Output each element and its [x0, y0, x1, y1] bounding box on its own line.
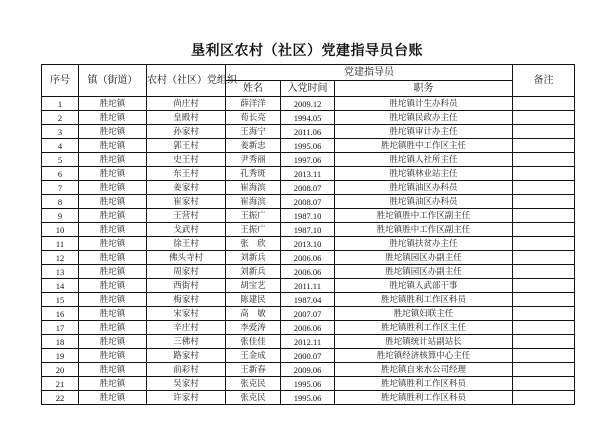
cell-position: 胜坨镇胜利工作区科员: [335, 377, 513, 391]
cell-seq: 11: [42, 237, 79, 251]
cell-join-date: 2006.06: [281, 265, 335, 279]
cell-seq: 22: [42, 391, 79, 405]
cell-position: 胜坨镇园区办副主任: [335, 251, 513, 265]
cell-village: 史王村: [147, 153, 226, 167]
cell-name: 崔海滨: [226, 195, 281, 209]
cell-remarks: [513, 279, 575, 293]
cell-town: 胜坨镇: [79, 335, 147, 349]
cell-remarks: [513, 307, 575, 321]
table-row: [42, 307, 575, 321]
cell-join-date: 1987.04: [281, 293, 335, 307]
cell-position: 胜坨镇胜利工作区科员: [335, 293, 513, 307]
cell-position: 胜坨镇统计站副站长: [335, 335, 513, 349]
cell-town: 胜坨镇: [79, 209, 147, 223]
table-row: [42, 251, 575, 265]
cell-town: 胜坨镇: [79, 167, 147, 181]
table-row: [42, 195, 575, 209]
cell-position: 胜坨镇扶贫办主任: [335, 237, 513, 251]
cell-position: 胜坨镇人社所主任: [335, 153, 513, 167]
cell-position: 胜坨镇胜中工作区副主任: [335, 209, 513, 223]
cell-name: 李爱涛: [226, 321, 281, 335]
cell-position: 胜坨镇民政办主任: [335, 111, 513, 125]
table-row: [42, 391, 575, 405]
table-row: [42, 321, 575, 335]
cell-remarks: [513, 293, 575, 307]
cell-town: 胜坨镇: [79, 111, 147, 125]
cell-town: 胜坨镇: [79, 251, 147, 265]
cell-town: 胜坨镇: [79, 265, 147, 279]
cell-seq: 12: [42, 251, 79, 265]
cell-remarks: [513, 181, 575, 195]
cell-village: 姜家村: [147, 181, 226, 195]
cell-name: 薛洋洋: [226, 97, 281, 111]
table-row: [42, 349, 575, 363]
cell-name: 王金成: [226, 349, 281, 363]
cell-village: 崔家村: [147, 195, 226, 209]
cell-village: 许家村: [147, 391, 226, 405]
cell-position: 胜坨镇油区办科员: [335, 181, 513, 195]
cell-seq: 20: [42, 363, 79, 377]
header-remarks: 备注: [513, 65, 575, 97]
table-row: [42, 209, 575, 223]
cell-name: 崔海滨: [226, 181, 281, 195]
cell-join-date: 1997.06: [281, 153, 335, 167]
cell-town: 胜坨镇: [79, 181, 147, 195]
cell-town: 胜坨镇: [79, 307, 147, 321]
cell-remarks: [513, 391, 575, 405]
cell-town: 胜坨镇: [79, 153, 147, 167]
cell-village: 前彩村: [147, 363, 226, 377]
cell-position: 胜坨镇胜中工作区副主任: [335, 223, 513, 237]
cell-seq: 8: [42, 195, 79, 209]
cell-name: 尹秀丽: [226, 153, 281, 167]
table-row: [42, 97, 575, 111]
cell-seq: 5: [42, 153, 79, 167]
cell-join-date: 1995.06: [281, 377, 335, 391]
cell-remarks: [513, 321, 575, 335]
cell-name: 王新春: [226, 363, 281, 377]
cell-remarks: [513, 265, 575, 279]
cell-town: 胜坨镇: [79, 321, 147, 335]
cell-join-date: 2013.11: [281, 167, 335, 181]
table-row: [42, 223, 575, 237]
cell-join-date: 2006.06: [281, 251, 335, 265]
cell-town: 胜坨镇: [79, 139, 147, 153]
table-row: [42, 167, 575, 181]
cell-position: 胜坨镇胜中工作区主任: [335, 139, 513, 153]
table-row: [42, 181, 575, 195]
cell-seq: 14: [42, 279, 79, 293]
cell-town: 胜坨镇: [79, 279, 147, 293]
cell-remarks: [513, 97, 575, 111]
table-row: [42, 363, 575, 377]
table-row: [42, 125, 575, 139]
cell-join-date: 2009.06: [281, 363, 335, 377]
table-row: [42, 237, 575, 251]
cell-seq: 16: [42, 307, 79, 321]
cell-join-date: 1987.10: [281, 223, 335, 237]
cell-remarks: [513, 223, 575, 237]
cell-join-date: 2011.11: [281, 279, 335, 293]
cell-seq: 10: [42, 223, 79, 237]
table-row: [42, 265, 575, 279]
table-row: [42, 139, 575, 153]
cell-remarks: [513, 349, 575, 363]
header-join-date: 入党时间: [281, 81, 335, 97]
table-row: [42, 111, 575, 125]
instructor-ledger-table: [41, 64, 575, 405]
cell-town: 胜坨镇: [79, 377, 147, 391]
cell-village: 周家村: [147, 265, 226, 279]
cell-seq: 4: [42, 139, 79, 153]
cell-name: 张佳佳: [226, 335, 281, 349]
cell-position: 胜坨镇计生办科员: [335, 97, 513, 111]
cell-town: 胜坨镇: [79, 195, 147, 209]
cell-name: 姜新忠: [226, 139, 281, 153]
cell-remarks: [513, 167, 575, 181]
header-town: 镇（街道）: [79, 65, 147, 97]
cell-name: 高 敏: [226, 307, 281, 321]
cell-village: 戈武村: [147, 223, 226, 237]
cell-seq: 19: [42, 349, 79, 363]
cell-name: 孔秀斑: [226, 167, 281, 181]
table-row: [42, 335, 575, 349]
cell-position: 胜坨镇油区办科员: [335, 195, 513, 209]
cell-join-date: 2011.06: [281, 125, 335, 139]
cell-seq: 2: [42, 111, 79, 125]
table-row: [42, 153, 575, 167]
cell-remarks: [513, 111, 575, 125]
cell-join-date: 1987.10: [281, 209, 335, 223]
cell-position: 胜坨镇林业站主任: [335, 167, 513, 181]
cell-name: 刘新兵: [226, 251, 281, 265]
table-row: [42, 279, 575, 293]
cell-remarks: [513, 377, 575, 391]
cell-position: 胜坨镇审计办主任: [335, 125, 513, 139]
cell-join-date: 2007.07: [281, 307, 335, 321]
cell-seq: 21: [42, 377, 79, 391]
cell-town: 胜坨镇: [79, 237, 147, 251]
cell-position: 胜坨镇胜利工作区主任: [335, 321, 513, 335]
cell-join-date: 2009.12: [281, 97, 335, 111]
cell-name: 荀长亮: [226, 111, 281, 125]
cell-village: 孙家村: [147, 125, 226, 139]
header-position: 职务: [335, 81, 513, 97]
table-row: [42, 377, 575, 391]
cell-name: 王振广: [226, 223, 281, 237]
cell-town: 胜坨镇: [79, 349, 147, 363]
cell-remarks: [513, 125, 575, 139]
cell-join-date: 1994.05: [281, 111, 335, 125]
cell-name: 张 欣: [226, 237, 281, 251]
cell-village: 梅家村: [147, 293, 226, 307]
cell-village: 宋家村: [147, 307, 226, 321]
cell-remarks: [513, 237, 575, 251]
cell-join-date: 2008.07: [281, 181, 335, 195]
cell-position: 胜坨镇妇联主任: [335, 307, 513, 321]
cell-join-date: 1995.06: [281, 391, 335, 405]
header-name: 姓名: [226, 81, 281, 97]
cell-village: 王营村: [147, 209, 226, 223]
cell-join-date: 2013.10: [281, 237, 335, 251]
cell-town: 胜坨镇: [79, 293, 147, 307]
cell-village: 尚庄村: [147, 97, 226, 111]
cell-village: 西街村: [147, 279, 226, 293]
cell-village: 郭王村: [147, 139, 226, 153]
cell-seq: 6: [42, 167, 79, 181]
ledger-body: [42, 97, 575, 405]
cell-join-date: 2008.07: [281, 195, 335, 209]
cell-remarks: [513, 139, 575, 153]
cell-join-date: 1995.06: [281, 139, 335, 153]
cell-village: 吴家村: [147, 377, 226, 391]
cell-remarks: [513, 363, 575, 377]
cell-position: 胜坨镇经济核算中心主任: [335, 349, 513, 363]
header-seq: 序号: [42, 65, 79, 97]
cell-town: 胜坨镇: [79, 223, 147, 237]
cell-remarks: [513, 209, 575, 223]
cell-town: 胜坨镇: [79, 391, 147, 405]
cell-position: 胜坨镇自来水公司经理: [335, 363, 513, 377]
header-row: [42, 65, 575, 81]
cell-join-date: 2006.06: [281, 321, 335, 335]
cell-remarks: [513, 335, 575, 349]
cell-village: 路家村: [147, 349, 226, 363]
cell-position: 胜坨镇园区办副主任: [335, 265, 513, 279]
cell-seq: 15: [42, 293, 79, 307]
cell-town: 胜坨镇: [79, 363, 147, 377]
cell-seq: 3: [42, 125, 79, 139]
cell-remarks: [513, 251, 575, 265]
cell-name: 陈建民: [226, 293, 281, 307]
cell-town: 胜坨镇: [79, 97, 147, 111]
cell-remarks: [513, 153, 575, 167]
cell-village: 佛头寺村: [147, 251, 226, 265]
cell-name: 张克民: [226, 377, 281, 391]
cell-seq: 17: [42, 321, 79, 335]
cell-village: 三佛村: [147, 335, 226, 349]
table-row: [42, 293, 575, 307]
cell-remarks: [513, 195, 575, 209]
cell-seq: 13: [42, 265, 79, 279]
page-title: 垦利区农村（社区）党建指导员台账: [191, 43, 423, 59]
cell-village: 东王村: [147, 167, 226, 181]
cell-village: 辛庄村: [147, 321, 226, 335]
cell-seq: 1: [42, 97, 79, 111]
cell-position: 胜坨镇胜利工作区科员: [335, 391, 513, 405]
cell-join-date: 2000.07: [281, 349, 335, 363]
header-village: 农村（社区）党组织: [147, 65, 226, 97]
cell-name: 胡宝艺: [226, 279, 281, 293]
cell-seq: 18: [42, 335, 79, 349]
cell-name: 王海宁: [226, 125, 281, 139]
header-group-instructor: 党建指导员: [226, 65, 513, 81]
cell-name: 刘新兵: [226, 265, 281, 279]
cell-position: 胜坨镇人武部干事: [335, 279, 513, 293]
cell-town: 胜坨镇: [79, 125, 147, 139]
cell-name: 张克民: [226, 391, 281, 405]
cell-seq: 7: [42, 181, 79, 195]
cell-seq: 9: [42, 209, 79, 223]
cell-village: 徐王村: [147, 237, 226, 251]
cell-village: 皇殿村: [147, 111, 226, 125]
cell-name: 王振广: [226, 209, 281, 223]
cell-join-date: 2012.11: [281, 335, 335, 349]
